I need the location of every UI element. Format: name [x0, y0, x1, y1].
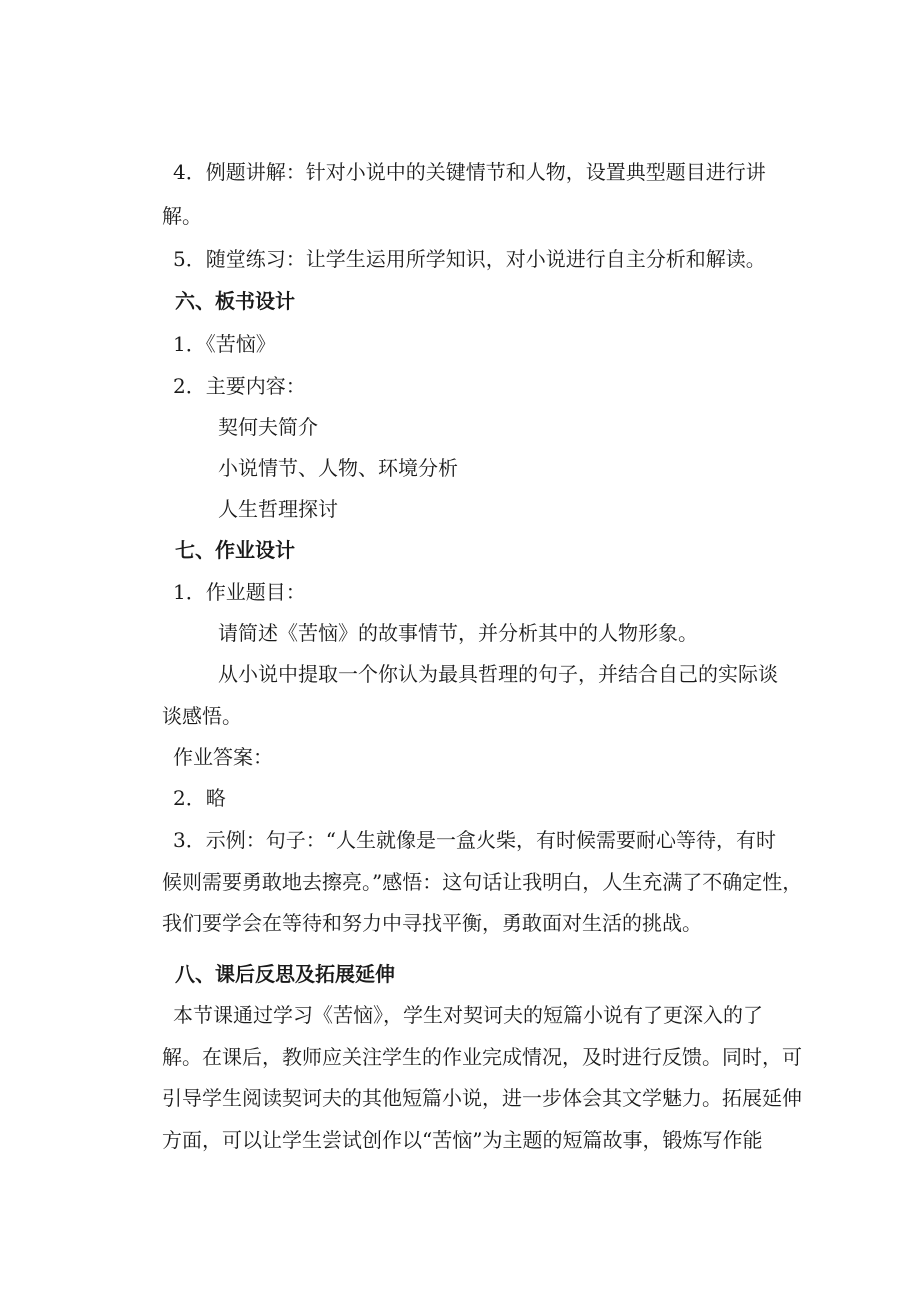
reflection-line-2: 解。在课后，教师应关注学生的作业完成情况，及时进行反馈。同时，可: [162, 1045, 802, 1069]
answer-item-3-line-2: 候则需要勇敢地去擦亮。”感悟：这句话让我明白，人生充满了不确定性，: [162, 870, 803, 894]
step-5-line: 5．随堂练习：让学生运用所学知识，对小说进行自主分析和解读。: [173, 247, 766, 271]
answer-item-3-line-3: 我们要学会在等待和努力中寻找平衡，勇敢面对生活的挑战。: [162, 911, 702, 935]
board-sub-item-3: 人生哲理探讨: [218, 497, 338, 521]
section-heading-8: 八、课后反思及拓展延伸: [175, 962, 395, 986]
homework-question-1: 请简述《苦恼》的故事情节，并分析其中的人物形象。: [218, 621, 698, 645]
board-item-1: 1．《苦恼》: [173, 332, 276, 356]
step-4-line-2: 解。: [162, 204, 202, 228]
section-heading-6: 六、板书设计: [175, 289, 295, 313]
answer-item-3-line-1: 3．示例：句子：“人生就像是一盒火柴，有时候需要耐心等待，有时: [173, 828, 776, 852]
answer-item-2: 2．略: [173, 786, 226, 810]
homework-question-2-line-1: 从小说中提取一个你认为最具哲理的句子，并结合自己的实际谈: [218, 662, 778, 686]
reflection-line-1: 本节课通过学习《苦恼》，学生对契诃夫的短篇小说有了更深入的了: [173, 1003, 763, 1027]
board-sub-item-1: 契何夫简介: [218, 415, 318, 439]
board-sub-item-2: 小说情节、人物、环境分析: [218, 456, 458, 480]
reflection-line-4: 方面，可以让学生尝试创作以“苦恼”为主题的短篇故事，锻炼写作能: [162, 1128, 763, 1152]
reflection-line-3: 引导学生阅读契诃夫的其他短篇小说，进一步体会其文学魅力。拓展延伸: [162, 1086, 802, 1110]
homework-question-2-line-2: 谈感悟。: [162, 704, 242, 728]
homework-answer-label: 作业答案：: [173, 745, 273, 769]
step-4-line-1: 4．例题讲解：针对小说中的关键情节和人物，设置典型题目进行讲: [173, 160, 766, 184]
board-item-2: 2．主要内容：: [173, 374, 306, 398]
section-heading-7: 七、作业设计: [175, 538, 295, 562]
homework-item-1: 1．作业题目：: [173, 580, 306, 604]
